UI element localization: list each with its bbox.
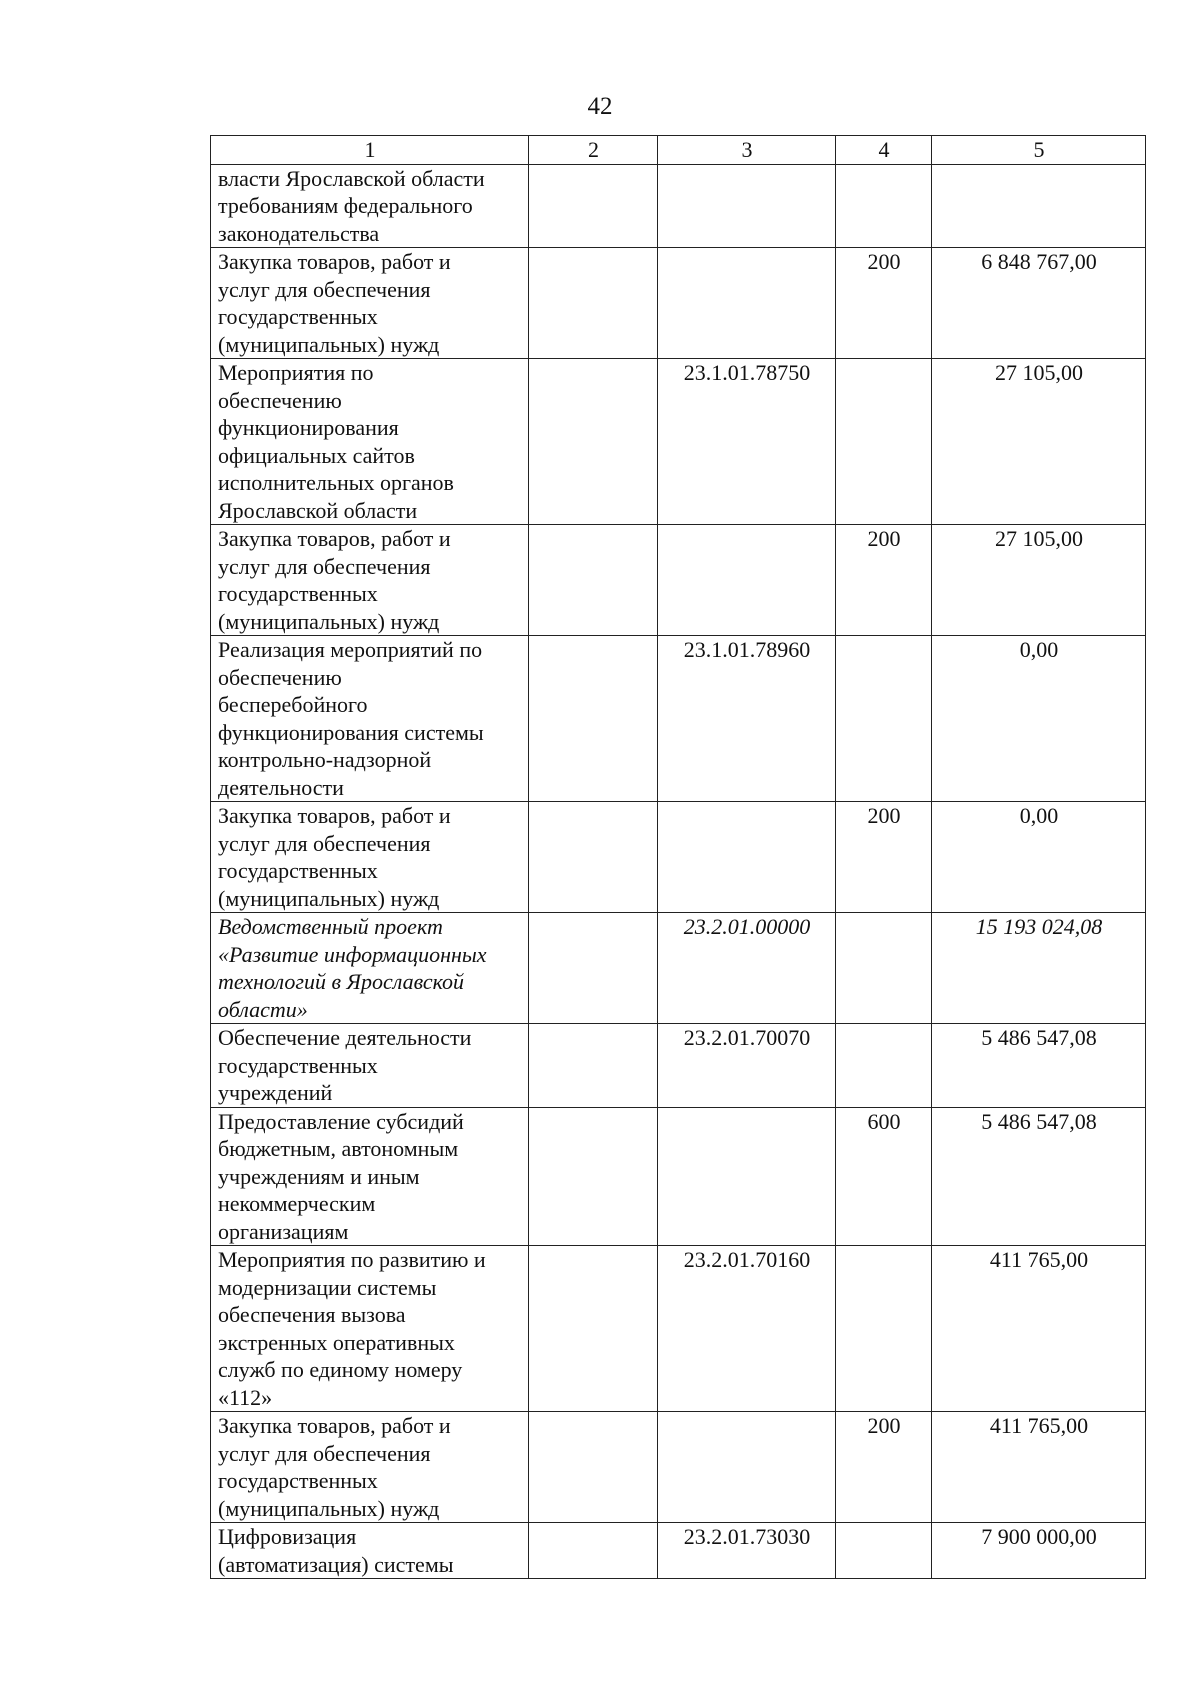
header-col-1: 1 <box>211 136 529 165</box>
row-code-text: 23.1.01.78960 <box>683 637 811 662</box>
row-name-text: Предоставление субсидий бюджетным, автономным учреждениям и иным некоммерческим организациям <box>218 1108 464 1244</box>
row-name-cell <box>211 636 529 802</box>
table-row <box>211 1523 1146 1579</box>
row-name-cell <box>211 1107 529 1246</box>
row-code-cell <box>658 1107 836 1246</box>
row-col2-cell <box>529 1246 658 1412</box>
row-name-cell <box>211 1024 529 1108</box>
row-type-cell <box>836 359 932 525</box>
row-col2-cell <box>529 636 658 802</box>
row-amount-text: 411 765,00 <box>989 1413 1089 1438</box>
table-header-row <box>211 136 1146 165</box>
row-amount-text: 27 105,00 <box>995 360 1083 385</box>
row-name-cell <box>211 1523 529 1579</box>
row-code-cell <box>658 1024 836 1108</box>
row-name-cell <box>211 359 529 525</box>
row-type-cell <box>836 636 932 802</box>
row-code-cell <box>658 525 836 636</box>
row-name-text: власти Ярославской области требованиям федерального законодательства <box>218 165 485 246</box>
table-row <box>211 248 1146 359</box>
row-type-cell <box>836 1523 932 1579</box>
budget-table <box>210 135 1146 1579</box>
row-code-cell <box>658 802 836 913</box>
row-name-text: Мероприятия по обеспечению функционирования официальных сайтов исполнительных органов Ярославской области <box>218 360 454 523</box>
row-type-cell <box>836 1107 932 1246</box>
row-code-text: 23.2.01.00000 <box>683 914 811 939</box>
row-amount-cell <box>932 1107 1146 1246</box>
row-amount-cell <box>932 359 1146 525</box>
row-amount-text: 15 193 024,08 <box>975 914 1103 939</box>
row-amount-text: 5 486 547,08 <box>981 1025 1097 1050</box>
row-name-cell <box>211 1412 529 1523</box>
row-name-text: Закупка товаров, работ и услуг для обеспечения государственных (муниципальных) нужд <box>218 1413 451 1521</box>
row-amount-cell <box>932 164 1146 248</box>
table-row <box>211 636 1146 802</box>
row-col2-cell <box>529 525 658 636</box>
row-name-cell <box>211 248 529 359</box>
row-code-cell <box>658 359 836 525</box>
table-row <box>211 913 1146 1024</box>
row-type-text: 200 <box>867 526 901 551</box>
table-row <box>211 525 1146 636</box>
row-code-text: 23.2.01.73030 <box>683 1524 811 1549</box>
row-amount-cell <box>932 913 1146 1024</box>
row-amount-cell <box>932 1246 1146 1412</box>
row-code-cell <box>658 164 836 248</box>
row-amount-cell <box>932 1412 1146 1523</box>
row-amount-cell <box>932 525 1146 636</box>
row-name-text: Реализация мероприятий по обеспечению бесперебойного функционирования системы контрольно-надзорной деятельности <box>218 637 484 800</box>
row-type-cell <box>836 164 932 248</box>
row-type-cell <box>836 248 932 359</box>
row-amount-text: 5 486 547,08 <box>981 1108 1097 1134</box>
table-row <box>211 164 1146 248</box>
row-amount-cell <box>932 1024 1146 1108</box>
table-row <box>211 1246 1146 1412</box>
row-name-cell <box>211 802 529 913</box>
row-code-cell <box>658 1412 836 1523</box>
row-name-text: Обеспечение деятельности государственных учреждений <box>218 1025 472 1105</box>
row-col2-cell <box>529 1024 658 1108</box>
row-name-text: Цифровизация (автоматизация) системы <box>218 1524 454 1577</box>
row-col2-cell <box>529 164 658 248</box>
row-name-cell <box>211 164 529 248</box>
row-amount-text: 411 765,00 <box>989 1247 1089 1272</box>
row-amount-cell <box>932 1523 1146 1579</box>
row-col2-cell <box>529 1107 658 1246</box>
table-row <box>211 802 1146 913</box>
row-type-cell <box>836 1246 932 1412</box>
row-name-cell <box>211 525 529 636</box>
table-row <box>211 1412 1146 1523</box>
row-type-cell <box>836 913 932 1024</box>
row-amount-text: 7 900 000,00 <box>981 1524 1097 1549</box>
row-name-text: Закупка товаров, работ и услуг для обеспечения государственных (муниципальных) нужд <box>218 249 451 357</box>
row-col2-cell <box>529 913 658 1024</box>
page-number: 42 <box>587 93 613 120</box>
row-code-cell <box>658 1246 836 1412</box>
row-name-cell <box>211 1246 529 1412</box>
row-type-text: 200 <box>867 249 901 274</box>
row-name-cell <box>211 913 529 1024</box>
header-col-4: 4 <box>836 136 932 165</box>
row-amount-cell <box>932 802 1146 913</box>
row-name-text: Мероприятия по развитию и модернизации системы обеспечения вызова экстренных оперативных служб по единому номеру «112» <box>218 1247 486 1410</box>
row-name-text: Закупка товаров, работ и услуг для обеспечения государственных (муниципальных) нужд <box>218 526 451 634</box>
table-row <box>211 1107 1146 1246</box>
table-row <box>211 359 1146 525</box>
header-col-3: 3 <box>658 136 836 165</box>
row-amount-cell <box>932 248 1146 359</box>
row-code-cell <box>658 248 836 359</box>
row-amount-text: 0,00 <box>1019 803 1059 828</box>
row-amount-text: 0,00 <box>1019 637 1059 662</box>
row-name-text: Закупка товаров, работ и услуг для обеспечения государственных (муниципальных) нужд <box>218 803 451 911</box>
row-code-cell <box>658 913 836 1024</box>
row-code-cell <box>658 1523 836 1579</box>
row-type-cell <box>836 525 932 636</box>
row-code-cell <box>658 636 836 802</box>
row-type-cell <box>836 1412 932 1523</box>
row-type-cell <box>836 1024 932 1108</box>
row-code-text: 23.2.01.70160 <box>683 1247 811 1272</box>
table-row <box>211 1024 1146 1108</box>
row-amount-text: 6 848 767,00 <box>981 249 1097 274</box>
row-name-text: Ведомственный проект «Развитие информационных технологий в Ярославской области» <box>218 914 487 1022</box>
row-type-text: 200 <box>867 803 901 828</box>
row-code-text: 23.1.01.78750 <box>683 360 811 385</box>
header-col-5: 5 <box>932 136 1146 165</box>
row-col2-cell <box>529 1412 658 1523</box>
row-code-text: 23.2.01.70070 <box>683 1025 811 1050</box>
row-col2-cell <box>529 248 658 359</box>
row-type-text: 600 <box>867 1108 901 1134</box>
row-type-cell <box>836 802 932 913</box>
row-col2-cell <box>529 359 658 525</box>
row-amount-text: 27 105,00 <box>995 526 1083 551</box>
row-type-text: 200 <box>867 1413 901 1438</box>
row-col2-cell <box>529 802 658 913</box>
row-amount-cell <box>932 636 1146 802</box>
row-col2-cell <box>529 1523 658 1579</box>
header-col-2: 2 <box>529 136 658 165</box>
